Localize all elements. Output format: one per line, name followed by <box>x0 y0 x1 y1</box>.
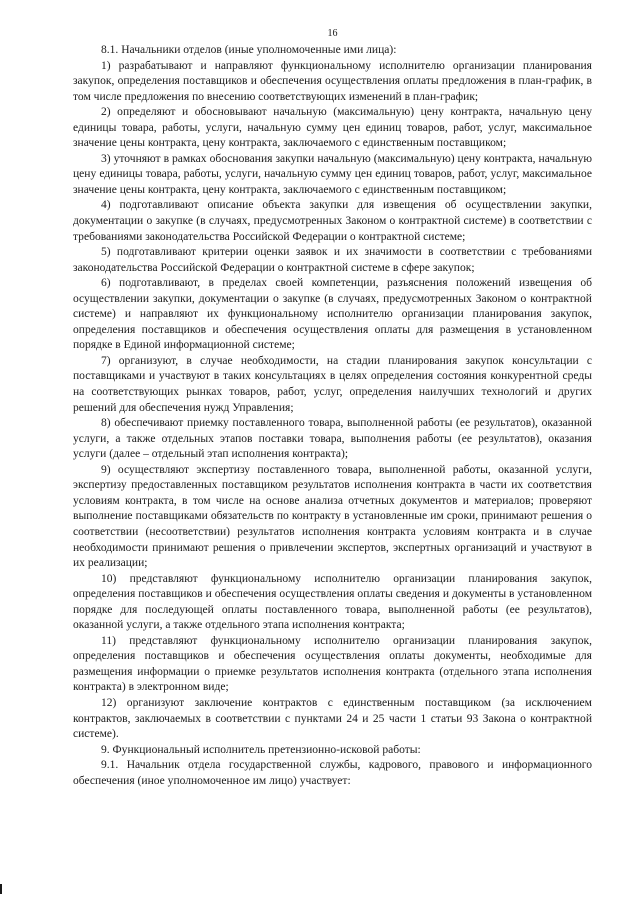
list-item-9: 9) осуществляют экспертизу поставленного товара, выполненной работы, оказанной услуги, экспертизу предоставленных поставщиком результатов исполнения контракта в части их соответствия условиям контракта, в том числе на основе анализа отчетных документов и материалов; проверяют выполнение поставщиками обязательств по контракту в установленные им сроки, принимают решения о соответствии (несоответствии) результатов исполнения контракта условиям контракта и в случае необходимости принимают решения о привлечении экспертов, экспертных организаций и участвуют в их реализации; <box>73 463 592 570</box>
list-item-10: 10) представляют функциональному исполнителю организации планирования закупок, определения поставщиков и обеспечения осуществления оплаты сведения и документы в установленном порядке для последующей оплаты поставленного товара, выполненной работы (ее результатов), оказанной услуги, а также отдельного этапа исполнения контракта; <box>73 572 592 632</box>
document-body <box>73 43 592 789</box>
list-item-5: 5) подготавливают критерии оценки заявок и их значимости в соответствии с требованиями законодательства Российской Федерации о контрактной системе в сфере закупок; <box>73 246 592 274</box>
page-number: 16 <box>327 28 338 39</box>
list-item-6: 6) подготавливают, в пределах своей компетенции, разъяснения положений извещения об осуществлении закупки, документации о закупке (в случаях, предусмотренных Законом о контрактной системе) и направляют их функциональному исполнителю организации планирования закупок, определения поставщиков и обеспечения осуществления оплаты для размещения в установленном порядке в Единой информационной системе; <box>73 277 592 352</box>
list-item-11: 11) представляют функциональному исполнителю организации планирования закупок, определения поставщиков и обеспечения осуществления оплаты документы, необходимые для размещения информации о приемке результатов исполнения контракта (отдельного этапа исполнения контракта) в электронном виде; <box>73 634 592 694</box>
list-item-1: 1) разрабатывают и направляют функциональному исполнителю организации планирования закупок, определения поставщиков и обеспечения осуществления оплаты предложения в план-график, в том числе предложения по внесению соответствующих изменений в план-график; <box>73 59 592 103</box>
list-item-8: 8) обеспечивают приемку поставленного товара, выполненной работы (ее результатов), оказанной услуги, а также отдельных этапов поставки товара, выполнения работы (ее результатов), оказания услуги (далее – отдельный этап исполнения контракта); <box>73 417 592 461</box>
list-item-2: 2) определяют и обосновывают начальную (максимальную) цену контракта, начальную цену единицы товара, работы, услуги, начальную сумму цен единиц товаров, работ, услуг, максимальное значение цены контракта, цену контракта, заключаемого с единственным поставщиком; <box>73 106 592 150</box>
section-8-1-heading: 8.1. Начальники отделов (иные уполномоченные ими лица): <box>101 44 397 56</box>
list-item-7: 7) организуют, в случае необходимости, на стадии планирования закупок консультации с поставщиками и участвуют в таких консультациях в целях определения состояния конкурентной среды на соответствующих рынках товаров, работ, услуг, определения наилучших технологий и других решений для обеспечения нужд Управления; <box>73 354 592 414</box>
list-item-12: 12) организуют заключение контрактов с единственным поставщиком (за исключением контрактов, заключаемых в соответствии с пунктами 24 и 25 части 1 статьи 93 Закона о контрактной системе). <box>73 696 592 741</box>
section-9-heading: 9. Функциональный исполнитель претензионно-исковой работы: <box>101 743 421 756</box>
scan-edge-mark <box>0 884 2 894</box>
list-item-3: 3) уточняют в рамках обоснования закупки начальную (максимальную) цену контракта, начальную цену единицы товара, работы, услуги, начальную сумму цен единиц товаров, работ, услуг, максимальное значение цены контракта, цену контракта, заключаемого с единственным поставщиком; <box>73 152 592 196</box>
section-9-1-text: 9.1. Начальник отдела государственной службы, кадрового, правового и информационного обеспечения (иное уполномоченное им лицо) участвует: <box>73 759 592 787</box>
list-item-4: 4) подготавливают описание объекта закупки для извещения об осуществлении закупки, документации о закупке (в случаях, предусмотренных Законом о контрактной системе) в соответствии с требованиями законодательства Российской Федерации о контрактной системе; <box>73 199 592 243</box>
